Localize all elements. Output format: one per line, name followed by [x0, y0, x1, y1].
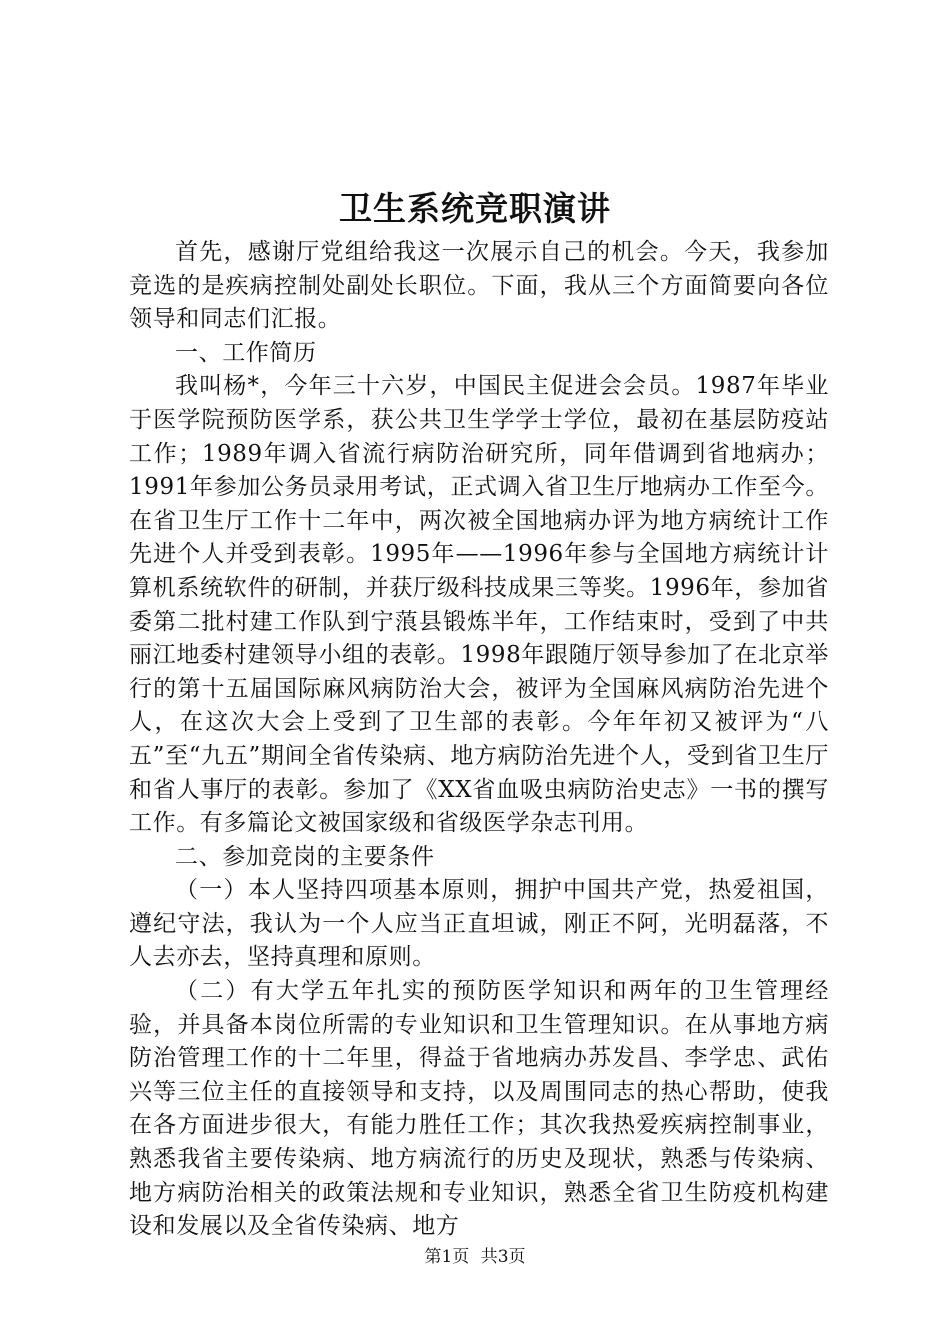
page-total: 共3页 [480, 1247, 526, 1267]
paragraph-qualification-2: （二）有大学五年扎实的预防医学知识和两年的卫生管理经验，并具备本岗位所需的专业知识和卫生管理知识。在从事地方病防治管理工作的十二年里，得益于省地病办苏发昌、李学忠、武佑兴等三位主任的直接领导和支持，以及周围同志的热心帮助，使我在各方面进步很大，有能力胜任工作；其次我热爱疾病控制事业，熟悉我省主要传染病、地方病流行的历史及现状，熟悉与传染病、地方病防治相关的政策法规和专业知识，熟悉全省卫生防疫机构建设和发展以及全省传染病、地方 [129, 978, 829, 1240]
section-heading-qualifications: 二、参加竞岗的主要条件 [175, 843, 435, 870]
document-title: 卫生系统竞职演讲 [339, 189, 611, 228]
page-footer [0, 1245, 950, 1269]
paragraph-qualification-1: （一）本人坚持四项基本原则，拥护中国共产党，热爱祖国，遵纪守法，我认为一个人应当正直坦诚，刚正不阿，光明磊落，不人去亦去，坚持真理和原则。 [129, 877, 829, 971]
paragraph-work-history: 我叫杨*，今年三十六岁，中国民主促进会会员。1987年毕业于医学院预防医学系，获公共卫生学学士学位，最初在基层防疫站工作；1989年调入省流行病防治研究所，同年借调到省地病办；1991年参加公务员录用考试，正式调入省卫生厅地病办工作至今。在省卫生厅工作十二年中，两次被全国地病办评为地方病统计工作先进个人并受到表彰。1995年——1996年参与全国地方病统计计算机系统软件的研制，并获厅级科技成果三等奖。1996年，参加省委第二批村建工作队到宁蒗县锻炼半年，工作结束时，受到了中共丽江地委村建领导小组的表彰。1998年跟随厅领导参加了在北京举行的第十五届国际麻风病防治大会，被评为全国麻风病防治先进个人，在这次大会上受到了卫生部的表彰。今年年初又被评为“八五”至“九五”期间全省传染病、地方病防治先进个人，受到省卫生厅和省人事厅的表彰。参加了《XX省血吸虫病防治史志》一书的撰写工作。有多篇论文被国家级和省级医学杂志刊用。 [129, 373, 829, 837]
page-number: 第1页 [424, 1247, 470, 1267]
section-heading-work-history: 一、工作简历 [175, 339, 317, 366]
paragraph-intro: 首先，感谢厅党组给我这一次展示自己的机会。今天，我参加竞选的是疾病控制处副处长职位。下面，我从三个方面简要向各位领导和同志们汇报。 [129, 239, 829, 333]
document-body [129, 236, 829, 1244]
